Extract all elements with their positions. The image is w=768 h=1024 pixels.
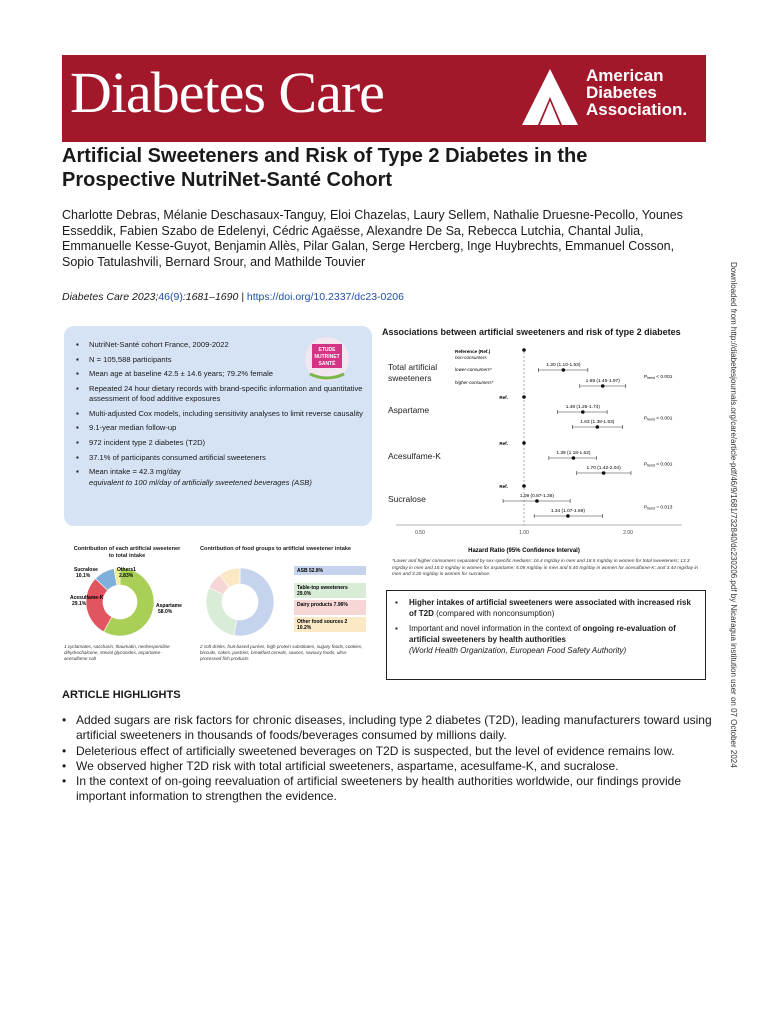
fact-item: ▪ 37.1% of participants consumed artificial sweeteners — [76, 453, 366, 464]
conclusion-2-italic: (World Health Organization, European Food Safety Authority) — [409, 646, 627, 655]
intake-note: equivalent to 100 ml/day of artificially sweetened beverages (ASB) — [89, 477, 312, 487]
highlights-heading: ARTICLE HIGHLIGHTS — [62, 689, 181, 701]
legend-lower-label: lower-consumers* — [455, 367, 492, 372]
fact-item: ▪ Mean age at baseline 42.5 ± 14.6 years; 79.2% female — [76, 369, 366, 380]
logo-line-2: NUTRINET — [314, 354, 340, 360]
fact-item: ▪ N = 105,588 participants — [76, 355, 366, 366]
food-group-donut-title: Contribution of food groups to artificial sweetener intake — [200, 546, 352, 552]
hazard-ratio-point — [601, 384, 605, 388]
slice-name-label: Aspartame — [156, 603, 182, 609]
hazard-ratio-label: 1.09 (0.87-1.36) — [519, 494, 555, 499]
legend-ref-label: Reference (Ref.) — [455, 349, 491, 354]
sweetener-donut-title: Contribution of each artificial sweetener to total intake — [73, 546, 181, 559]
conclusion-1-bold: Higher intakes of artificial sweeteners were associated with increased risk of T2D — [409, 598, 691, 618]
reference-point — [522, 395, 526, 399]
legend-higher-label: higher-consumers* — [455, 380, 494, 385]
x-tick-label: 0.50 — [415, 530, 425, 536]
hazard-ratio-label: 1.70 (1.42-2.04) — [586, 466, 621, 471]
ada-line-2: Diabetes — [586, 83, 657, 102]
reference-point — [522, 484, 526, 488]
citation-pages: :1681–1690 | — [182, 291, 247, 303]
hazard-ratio-point — [602, 471, 606, 475]
slice-name-label: Others1 — [117, 567, 136, 573]
fact-item: ▪ NutriNet-Santé cohort France, 2009-2022 — [76, 340, 366, 351]
forest-plot — [382, 340, 704, 560]
intake-value: Mean intake = 42.3 mg/day — [89, 467, 181, 477]
fact-item: ▪ 9.1-year median follow-up — [76, 423, 366, 434]
legend-entry: Table-top sweeteners — [297, 585, 348, 591]
p-trend-label: $P_{trend} < 0.001$ — [644, 375, 673, 380]
conclusion-2-bold: ongoing re-evaluation of artificial sweeteners by health authorities — [409, 624, 676, 644]
forest-footnote: *Lower and higher consumers separated by sex-specific medians: 16.4 mg/day in men and 18.5 mg/day in women for total sweeteners; 13.3 mg/day in men and 15.0 mg/day in women for aspartame; 5.05 mg/day in men and 5.40 mg/day in women for acesulfame-K; and 3.44 mg/day in men and 3.30 mg/day in women for sucralose. — [392, 559, 699, 578]
slice-value-label: 58.0% — [158, 609, 173, 615]
x-axis-title: Hazard Ratio (95% Confidence Interval) — [468, 548, 580, 554]
hazard-ratio-label: 1.48 (1.25-1.74) — [565, 405, 600, 410]
slice-value-label: 10.1% — [76, 573, 91, 579]
legend-non-label: non-consumers — [455, 355, 487, 360]
reference-point — [522, 348, 526, 352]
fact-item: ▪ Repeated 24 hour dietary records with brand-specific information and quantitative assessment of food additive exposures — [76, 384, 366, 405]
conclusion-item — [395, 623, 695, 656]
donut-slice — [206, 588, 237, 636]
highlights-list — [62, 713, 712, 805]
ref-label: Ref. — [499, 395, 508, 400]
sweetener-donut-chart — [64, 562, 204, 642]
ada-logo — [520, 67, 700, 129]
p-trend-label: $P_{trend} < 0.001$ — [644, 416, 673, 422]
group-label: Sucralose — [388, 494, 426, 504]
p-trend-label: $P_{trend} = 0.013$ — [644, 505, 673, 511]
reference-point — [522, 441, 526, 445]
nutrinet-sante-logo — [298, 334, 356, 384]
hazard-ratio-point — [535, 499, 539, 503]
legend-entry: ASB 52.8% — [297, 568, 324, 574]
ada-line-3: Association. — [586, 100, 688, 119]
doi-link[interactable]: https://doi.org/10.2337/dc23-0206 — [246, 291, 404, 303]
download-note-text: Downloaded from http://diabetesjournals.org/care/article-pdf/46/9/1681/732840/dc230206.pdf by Nicaragua institution user on 07 October 2024 — [729, 262, 738, 768]
slice-name-label: Sucralose — [74, 567, 98, 573]
download-note — [720, 262, 742, 862]
legend-value: 29.0% — [297, 591, 312, 597]
citation-journal: Diabetes Care 2023; — [62, 291, 159, 303]
ref-label: Ref. — [499, 484, 508, 489]
ada-triangle-icon — [520, 67, 580, 129]
legend-entry: Other food sources 2 — [297, 619, 348, 625]
group-label: sweeteners — [388, 373, 432, 383]
fact-item: ▪ Multi-adjusted Cox models, including sensitivity analyses to limit reverse causality — [76, 409, 366, 420]
article-title: Artificial Sweeteners and Risk of Type 2 Diabetes in the Prospective NutriNet-Santé Cohort — [62, 145, 588, 191]
x-tick-label: 1.00 — [519, 530, 529, 536]
highlight-item: • In the context of on-going reevaluation of artificial sweeteners by health authorities worldwide, our findings provide important information to strengthen the evidence. — [62, 774, 712, 805]
logo-line-3: SANTÉ — [318, 361, 336, 367]
conclusion-1-text: (compared with nonconsumption) — [433, 609, 555, 618]
hazard-ratio-point — [581, 410, 585, 414]
sweetener-donut-footnote: 1 cyclamates, saccharin, thaumatin, neohesperidine dihydrochalcone, steviol glycosides, aspartame-acesulfame salt — [64, 644, 170, 661]
highlight-item: • Deleterious effect of artificially sweetened beverages on T2D is suspected, but the level of evidence remains low. — [62, 744, 712, 759]
food-group-donut-footnote: 2 soft drinks, fruit-based purées, high protein substitutes, sugary foods, cookies, biscuits, cakes, pastries, breakfast cereals, sauces, savoury foods, ultra-processed fish products — [200, 644, 363, 661]
group-label: Acesulfame-K — [388, 451, 441, 461]
conclusions-box — [386, 590, 706, 680]
journal-banner — [62, 55, 706, 142]
conclusion-item — [395, 597, 695, 619]
hazard-ratio-label: 1.69 (1.45-1.97) — [585, 379, 620, 384]
slice-value-label: 2.83% — [119, 573, 134, 579]
hazard-ratio-point — [572, 456, 576, 460]
legend-value: 10.2% — [297, 625, 312, 631]
author-list: Charlotte Debras, Mélanie Deschasaux-Tanguy, Eloi Chazelas, Laury Sellem, Nathalie Druesne-Pecollo, Younes Esseddik, Fabien Szabo de Edelenyi, Cédric Agaësse, Alexandre De Sa, Rebecca Lutchia, Chantal Julia, Emmanuelle Kesse-Guyot, Benjamin Allès, Pilar Galan, Serge Hercberg, Inge Huybrechts, Emmanuel Cosson, Sopio Tatulashvili, Bernard Srour, and Mathilde Touvier — [62, 208, 683, 269]
group-label: Aspartame — [388, 405, 430, 415]
hazard-ratio-label: 1.63 (1.38-1.93) — [580, 420, 615, 425]
citation-line — [62, 291, 404, 303]
journal-name: Diabetes Care — [70, 60, 384, 125]
conclusion-2-text: Important and novel information in the context of — [409, 624, 583, 633]
hazard-ratio-label: 1.30 (1.10-1.53) — [546, 363, 581, 368]
ada-logo-text — [586, 67, 687, 118]
slice-value-label: 29.1% — [72, 601, 87, 607]
food-group-donut-chart — [200, 560, 380, 644]
ada-line-1: American — [586, 66, 664, 85]
fact-item-intake — [76, 467, 366, 488]
legend-entry: Dairy products 7.96% — [297, 602, 348, 608]
highlight-item: • We observed higher T2D risk with total artificial sweeteners, aspartame, acesulfame-K, and sucralose. — [62, 759, 712, 774]
x-tick-label: 2.00 — [623, 530, 633, 536]
highlight-item: • Added sugars are risk factors for chronic diseases, including type 2 diabetes (T2D), leading manufacturers toward using artificial sweeteners in thousands of foods/beverages consumed by millions daily. — [62, 713, 712, 744]
fact-item: ▪ 972 incident type 2 diabetes (T2D) — [76, 438, 366, 449]
forest-plot-title: Associations between artificial sweeteners and risk of type 2 diabetes — [382, 327, 681, 337]
hazard-ratio-point — [562, 368, 566, 372]
p-trend-label: $P_{trend} < 0.001$ — [644, 462, 673, 468]
conclusions-list — [395, 597, 695, 660]
logo-line-1: ETUDE — [318, 347, 336, 353]
ref-label: Ref. — [499, 441, 508, 446]
hazard-ratio-label: 1.39 (1.18-1.62) — [556, 451, 591, 456]
hazard-ratio-point — [566, 514, 570, 518]
hazard-ratio-point — [596, 425, 600, 429]
slice-name-label: Acesulfame-K — [70, 595, 104, 601]
hazard-ratio-label: 1.34 (1.07-1.69) — [550, 509, 585, 514]
issue-link[interactable]: 46(9) — [158, 291, 183, 303]
group-label: Total artificial — [388, 362, 438, 372]
